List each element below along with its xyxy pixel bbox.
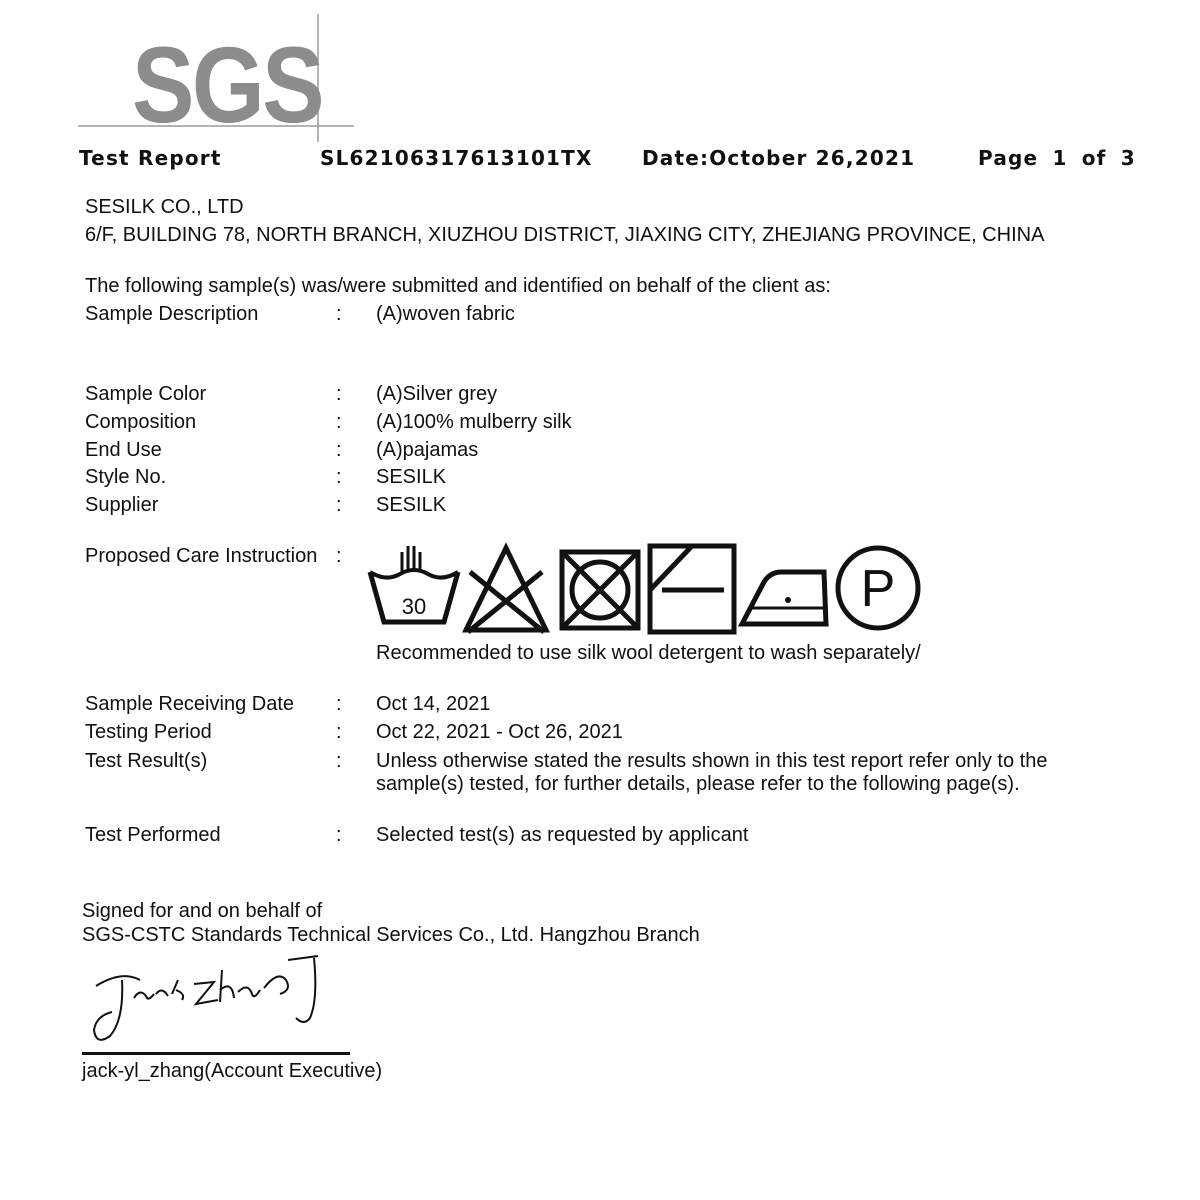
composition-value: (A)100% mulberry silk xyxy=(376,411,572,433)
client-name: SESILK CO., LTD xyxy=(85,196,244,218)
test-results-line1: Unless otherwise stated the results shown in this test report refer only to the xyxy=(376,750,1048,772)
care-note: Recommended to use silk wool detergent to wash separately/ xyxy=(376,642,921,664)
receiving-date-label: Sample Receiving Date xyxy=(85,693,294,715)
client-address: 6/F, BUILDING 78, NORTH BRANCH, XIUZHOU DISTRICT, JIAXING CITY, ZHEJIANG PROVINCE, CHINA xyxy=(85,224,1045,246)
testing-period-label: Testing Period xyxy=(85,721,212,743)
test-performed-value: Selected test(s) as requested by applicant xyxy=(376,824,749,846)
sample-description-value: (A)woven fabric xyxy=(376,303,515,325)
wash-temperature: 30 xyxy=(401,594,427,619)
style-no-value: SESILK xyxy=(376,466,447,488)
report-label: Test Report xyxy=(79,146,222,170)
report-date: Date:October 26,2021 xyxy=(642,146,916,170)
separator: : xyxy=(336,439,342,461)
signatory-name: jack-yl_zhang(Account Executive) xyxy=(82,1060,383,1082)
test-performed-label: Test Performed xyxy=(85,824,221,846)
sample-description-label: Sample Description xyxy=(85,303,259,325)
separator: : xyxy=(336,303,342,325)
signed-on-behalf-line: Signed for and on behalf of xyxy=(82,900,323,922)
line-dry-icon xyxy=(650,546,734,632)
test-results-line2: sample(s) tested, for further details, please refer to the following page(s). xyxy=(376,773,1020,795)
report-number: SL62106317613101TX xyxy=(320,146,593,170)
care-instruction-label: Proposed Care Instruction xyxy=(85,545,318,567)
separator: : xyxy=(336,494,342,516)
dry-clean-p-icon xyxy=(838,548,918,628)
end-use-value: (A)pajamas xyxy=(376,439,479,461)
do-not-tumble-dry-icon xyxy=(562,552,638,628)
test-results-label: Test Result(s) xyxy=(85,750,208,772)
handwritten-signature xyxy=(82,950,342,1050)
sample-color-value: (A)Silver grey xyxy=(376,383,498,405)
separator: : xyxy=(336,750,342,772)
separator: : xyxy=(336,721,342,743)
hand-wash-30-icon xyxy=(370,546,458,622)
supplier-value: SESILK xyxy=(376,494,447,516)
sgs-logo xyxy=(78,14,356,142)
separator: : xyxy=(336,824,342,846)
separator: : xyxy=(336,693,342,715)
composition-label: Composition xyxy=(85,411,197,433)
dry-clean-letter: P xyxy=(860,560,896,618)
separator: : xyxy=(336,466,342,488)
receiving-date-value: Oct 14, 2021 xyxy=(376,693,491,715)
do-not-bleach-icon xyxy=(466,548,546,632)
testing-period-value: Oct 22, 2021 - Oct 26, 2021 xyxy=(376,721,623,743)
separator: : xyxy=(336,383,342,405)
svg-text:SGS: SGS xyxy=(132,24,322,142)
end-use-label: End Use xyxy=(85,439,162,461)
sample-color-label: Sample Color xyxy=(85,383,207,405)
page-indicator: Page 1 of 3 xyxy=(978,146,1136,170)
iron-low-icon xyxy=(742,572,826,624)
signature-line xyxy=(82,1052,350,1055)
care-symbols xyxy=(366,542,926,638)
supplier-label: Supplier xyxy=(85,494,159,516)
separator: : xyxy=(336,545,342,567)
intro-text: The following sample(s) was/were submitted and identified on behalf of the client as: xyxy=(85,275,831,297)
style-no-label: Style No. xyxy=(85,466,167,488)
signing-company: SGS-CSTC Standards Technical Services Co., Ltd. Hangzhou Branch xyxy=(82,924,700,946)
separator: : xyxy=(336,411,342,433)
